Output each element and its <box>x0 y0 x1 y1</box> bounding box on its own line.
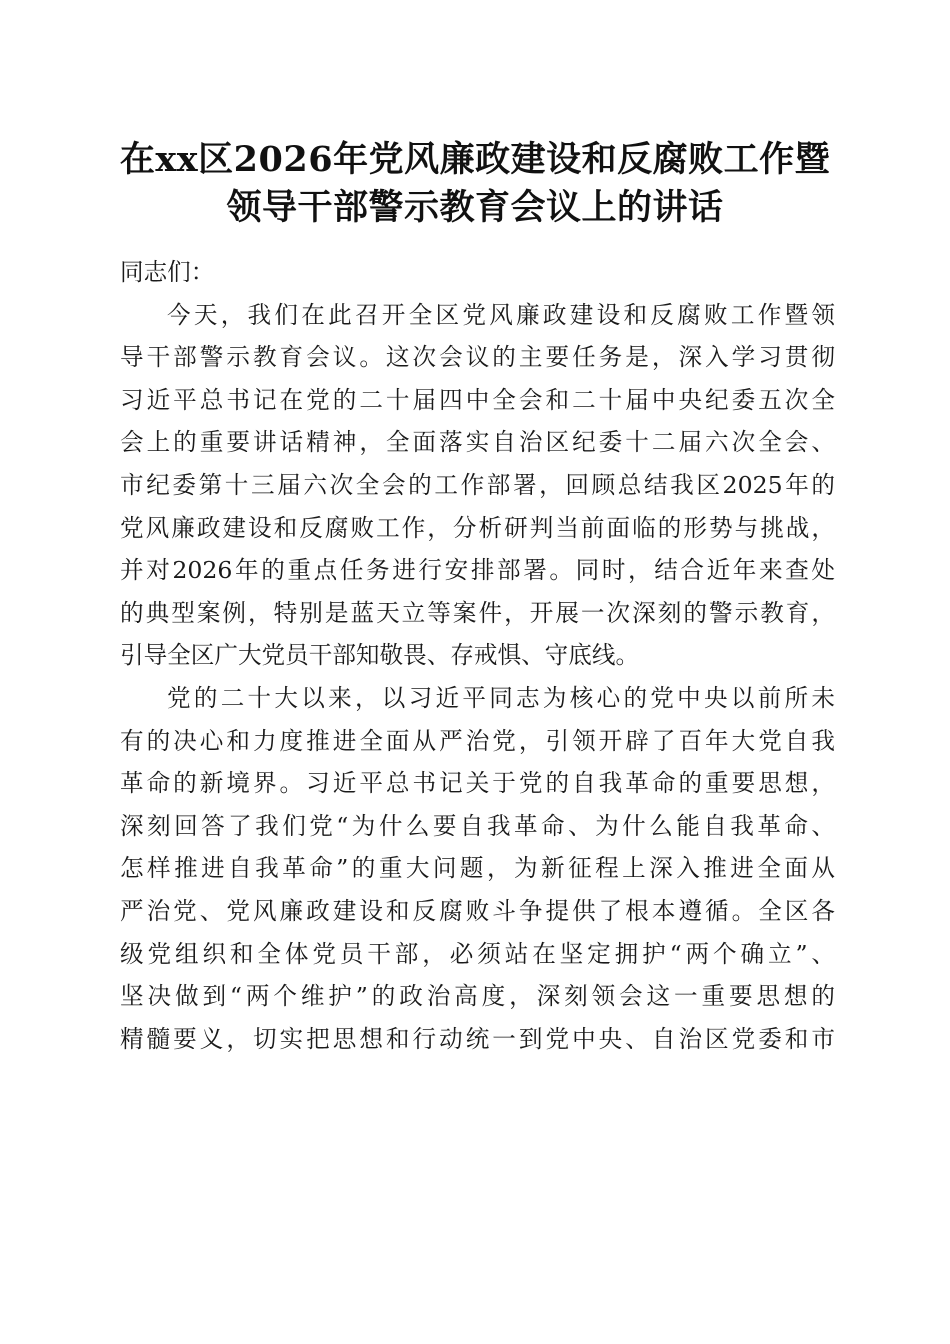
paragraph-line: 并对2026年的重点任务进行安排部署。同时，结合近年来查处 <box>120 556 835 585</box>
salutation: 同志们： <box>120 258 215 286</box>
paragraph-line: 有的决心和力度推进全面从严治党，引领开辟了百年大党自我 <box>120 726 835 755</box>
document-title <box>60 136 890 232</box>
paragraph-line: 习近平总书记在党的二十届四中全会和二十届中央纪委五次全 <box>120 385 835 414</box>
paragraph-line: 引导全区广大党员干部知敬畏、存戒惧、守底线。 <box>120 641 640 670</box>
paragraph-2 <box>120 677 835 1060</box>
paragraph-line: 级党组织和全体党员干部，必须站在坚定拥护“两个确立”、 <box>120 939 835 968</box>
paragraph-1 <box>120 294 835 677</box>
paragraph-line: 市纪委第十三届六次全会的工作部署，回顾总结我区2025年的 <box>120 470 835 499</box>
paragraph-line: 坚决做到“两个维护”的政治高度，深刻领会这一重要思想的 <box>120 982 835 1011</box>
paragraph-line: 怎样推进自我革命”的重大问题，为新征程上深入推进全面从 <box>120 854 835 883</box>
document-body <box>120 251 835 1060</box>
paragraph-line: 的典型案例，特别是蓝天立等案件，开展一次深刻的警示教育， <box>120 598 835 627</box>
paragraph-line: 党的二十大以来，以习近平同志为核心的党中央以前所未 <box>167 683 835 712</box>
paragraph-line: 严治党、党风廉政建设和反腐败斗争提供了根本遵循。全区各 <box>120 896 835 925</box>
title-line-2: 领导干部警示教育会议上的讲话 <box>226 187 724 228</box>
paragraph-line: 党风廉政建设和反腐败工作，分析研判当前面临的形势与挑战， <box>120 513 835 542</box>
paragraph-line: 导干部警示教育会议。这次会议的主要任务是，深入学习贯彻 <box>120 343 835 372</box>
title-line-1: 在xx区2026年党风廉政建设和反腐败工作暨 <box>119 139 831 180</box>
paragraph-line: 今天，我们在此召开全区党风廉政建设和反腐败工作暨领 <box>167 300 835 329</box>
paragraph-line: 深刻回答了我们党“为什么要自我革命、为什么能自我革命、 <box>120 811 835 840</box>
paragraph-line: 精髓要义，切实把思想和行动统一到党中央、自治区党委和市 <box>120 1024 835 1053</box>
paragraph-line: 革命的新境界。习近平总书记关于党的自我革命的重要思想， <box>120 769 835 798</box>
paragraph-line: 会上的重要讲话精神，全面落实自治区纪委十二届六次全会、 <box>120 428 835 457</box>
